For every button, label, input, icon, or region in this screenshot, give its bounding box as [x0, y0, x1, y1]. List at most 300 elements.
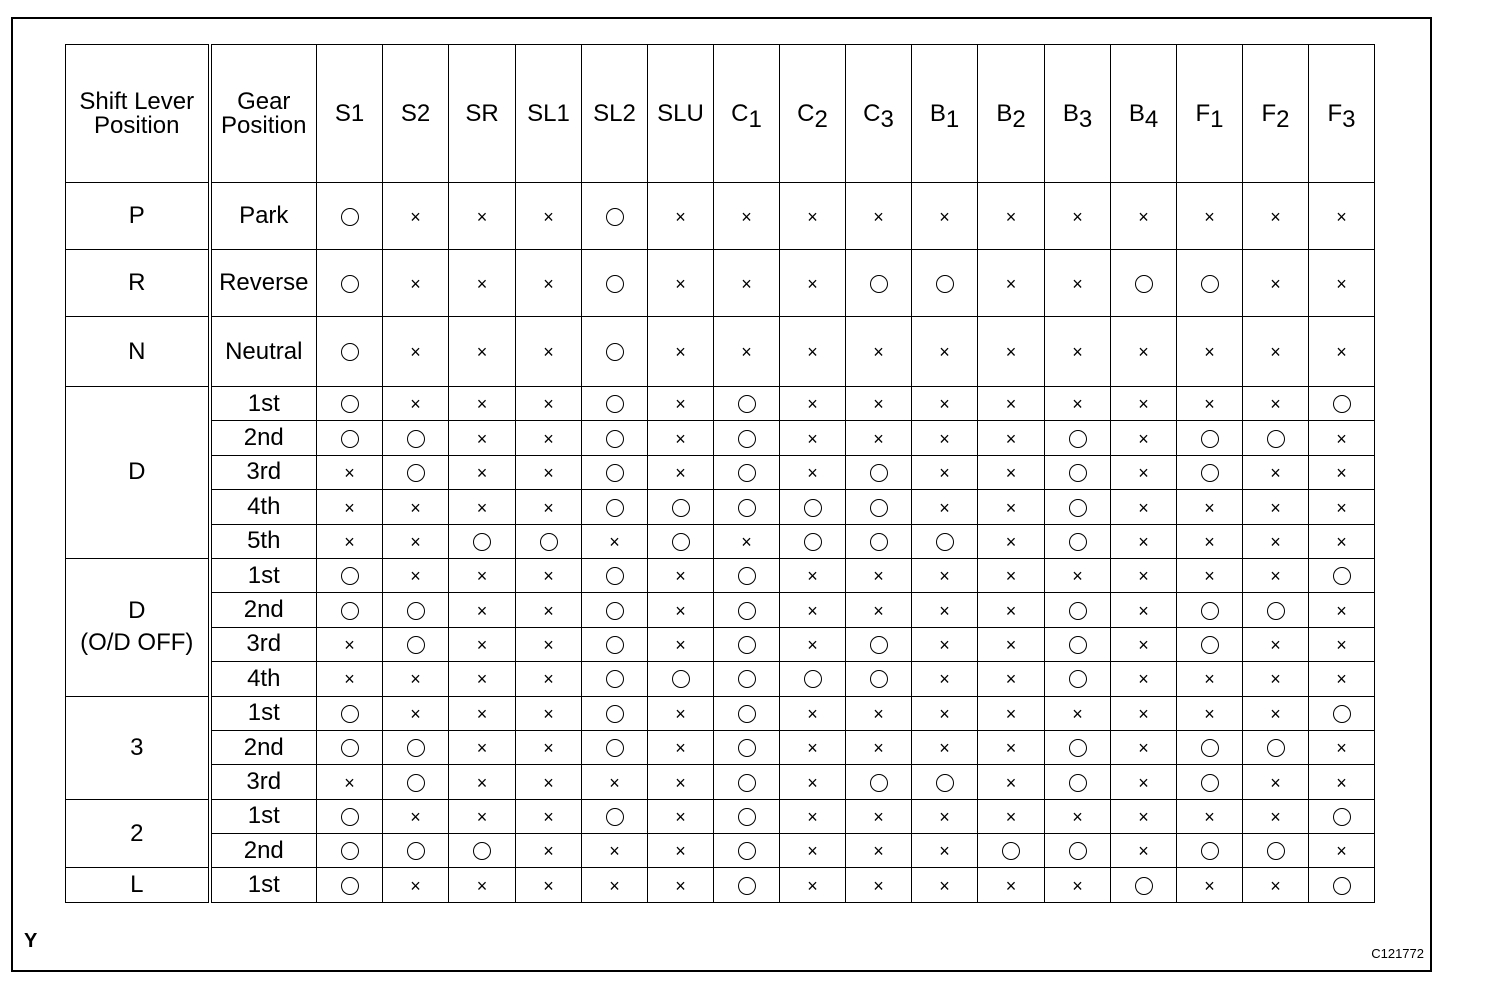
gear-position-cell	[210, 765, 317, 799]
column-header-subscript: 1	[748, 105, 762, 133]
operation-cell	[383, 799, 449, 833]
operation-cell	[1045, 868, 1111, 902]
circle-mark-icon	[738, 705, 756, 723]
circle-mark-icon	[341, 842, 359, 860]
circle-mark-icon	[738, 739, 756, 757]
column-header-base: SLU	[657, 99, 704, 127]
operation-cell	[449, 421, 516, 455]
circle-mark-icon	[1069, 739, 1087, 757]
operation-cell	[449, 250, 516, 317]
cross-mark-icon: ×	[1005, 531, 1017, 552]
circle-mark-icon	[1267, 842, 1285, 860]
column-header-subscript: 4	[1144, 105, 1159, 133]
operation-cell	[648, 730, 714, 764]
operation-cell	[582, 317, 648, 387]
operation-cell	[1243, 421, 1309, 455]
operation-cell	[846, 421, 912, 455]
operation-cell	[516, 490, 582, 524]
cross-mark-icon: ×	[873, 738, 884, 759]
cross-mark-icon: ×	[609, 841, 620, 862]
cross-mark-icon: ×	[543, 807, 554, 828]
column-header-base: S1	[334, 99, 365, 127]
column-header	[1243, 45, 1309, 183]
circle-mark-icon	[341, 877, 359, 895]
circle-mark-icon	[341, 705, 359, 723]
cross-mark-icon: ×	[1138, 807, 1149, 828]
cross-mark-icon: ×	[543, 635, 554, 656]
cross-mark-icon: ×	[543, 875, 554, 896]
operation-cell	[780, 455, 846, 489]
corner-label: Y	[24, 930, 38, 952]
operation-cell	[780, 730, 846, 764]
operation-cell	[449, 593, 516, 627]
cross-mark-icon: ×	[1072, 703, 1083, 724]
column-header	[1045, 45, 1111, 183]
cross-mark-icon: ×	[1005, 273, 1017, 294]
cross-mark-icon: ×	[344, 497, 355, 518]
column-header-base: F	[1327, 99, 1343, 127]
operation-cell	[582, 696, 648, 730]
cross-mark-icon: ×	[807, 600, 818, 621]
cross-mark-icon: ×	[609, 531, 620, 552]
cross-mark-icon: ×	[939, 342, 950, 363]
operation-cell	[1045, 490, 1111, 524]
operation-cell	[1045, 799, 1111, 833]
operation-cell	[714, 250, 780, 317]
table-row	[66, 387, 1375, 421]
operation-cell	[648, 421, 714, 455]
circle-mark-icon	[341, 430, 359, 448]
gear-position-value: 1st	[247, 699, 280, 727]
cross-mark-icon: ×	[1138, 738, 1149, 759]
operation-cell	[846, 799, 912, 833]
operation-cell	[1309, 558, 1375, 592]
operation-cell	[582, 387, 648, 421]
circle-mark-icon	[870, 464, 888, 482]
circle-mark-icon	[870, 670, 888, 688]
column-header	[1309, 45, 1375, 183]
cross-mark-icon: ×	[543, 428, 554, 449]
operation-cell	[714, 524, 780, 558]
cross-mark-icon: ×	[1138, 669, 1149, 690]
operation-cell	[1111, 834, 1177, 868]
cross-mark-icon: ×	[675, 738, 686, 759]
cross-mark-icon: ×	[344, 463, 355, 484]
operation-cell	[912, 799, 978, 833]
shift-lever-cell	[66, 183, 210, 250]
cross-mark-icon: ×	[1138, 772, 1149, 793]
cross-mark-icon: ×	[1005, 206, 1017, 227]
operation-cell	[383, 627, 449, 661]
operation-cell	[912, 834, 978, 868]
operation-cell	[1045, 593, 1111, 627]
operation-cell	[1309, 834, 1375, 868]
gear-position-cell	[210, 627, 317, 661]
cross-mark-icon: ×	[939, 394, 950, 415]
cross-mark-icon: ×	[1270, 342, 1281, 363]
cross-mark-icon: ×	[675, 807, 686, 828]
shift-lever-cell	[66, 799, 210, 868]
column-header	[714, 45, 780, 183]
operation-cell	[714, 696, 780, 730]
circle-mark-icon	[606, 275, 624, 293]
cross-mark-icon: ×	[939, 635, 950, 656]
shift-lever-value: 3	[130, 733, 144, 761]
cross-mark-icon: ×	[1270, 531, 1281, 552]
operation-cell	[1177, 799, 1243, 833]
operation-cell	[1111, 524, 1177, 558]
circle-mark-icon	[1069, 636, 1087, 654]
column-header	[516, 45, 582, 183]
operation-cell	[1243, 834, 1309, 868]
operation-cell	[582, 799, 648, 833]
column-header	[383, 45, 449, 183]
circle-mark-icon	[606, 670, 624, 688]
gear-position-value: 1st	[247, 561, 280, 589]
cross-mark-icon: ×	[543, 463, 554, 484]
circle-mark-icon	[870, 275, 888, 293]
operation-cell	[912, 421, 978, 455]
operation-cell	[714, 183, 780, 250]
circle-mark-icon	[1201, 430, 1219, 448]
circle-mark-icon	[738, 395, 756, 413]
operation-cell	[912, 317, 978, 387]
operation-cell	[449, 317, 516, 387]
column-header-subscript: 2	[1276, 105, 1290, 133]
gear-position-header	[210, 45, 317, 183]
cross-mark-icon: ×	[1005, 463, 1017, 484]
operation-cell	[1111, 627, 1177, 661]
cross-mark-icon: ×	[1270, 273, 1281, 294]
gear-position-header-line: Position	[221, 111, 307, 139]
operation-cell	[780, 834, 846, 868]
operation-cell	[383, 593, 449, 627]
cross-mark-icon: ×	[807, 635, 818, 656]
circle-mark-icon	[1135, 275, 1153, 293]
operation-cell	[846, 662, 912, 696]
cross-mark-icon: ×	[609, 772, 620, 793]
operation-cell	[1045, 387, 1111, 421]
cross-mark-icon: ×	[1005, 566, 1017, 587]
cross-mark-icon: ×	[1005, 342, 1017, 363]
operation-cell	[1045, 627, 1111, 661]
circle-mark-icon	[804, 499, 822, 517]
operation-cell	[383, 558, 449, 592]
circle-mark-icon	[672, 670, 690, 688]
gear-position-value: Reverse	[219, 269, 309, 296]
circle-mark-icon	[738, 636, 756, 654]
operation-cell	[648, 387, 714, 421]
operation-cell	[978, 662, 1045, 696]
cross-mark-icon: ×	[939, 738, 950, 759]
circle-mark-icon	[1069, 842, 1087, 860]
operation-cell	[449, 730, 516, 764]
cross-mark-icon: ×	[1336, 342, 1347, 363]
cross-mark-icon: ×	[939, 669, 950, 690]
cross-mark-icon: ×	[543, 772, 554, 793]
operation-cell	[1045, 455, 1111, 489]
cross-mark-icon: ×	[1072, 807, 1083, 828]
cross-mark-icon: ×	[1336, 600, 1347, 621]
cross-mark-icon: ×	[807, 273, 818, 294]
operation-cell	[648, 799, 714, 833]
circle-mark-icon	[1201, 602, 1219, 620]
circle-mark-icon	[341, 567, 359, 585]
cross-mark-icon: ×	[543, 669, 554, 690]
operation-cell	[912, 490, 978, 524]
table-row	[66, 834, 1375, 868]
cross-mark-icon: ×	[1204, 206, 1215, 227]
gear-position-cell	[210, 250, 317, 317]
cross-mark-icon: ×	[1072, 342, 1083, 363]
operation-cell	[449, 183, 516, 250]
cross-mark-icon: ×	[1072, 394, 1083, 415]
operation-cell	[449, 799, 516, 833]
operation-cell	[648, 558, 714, 592]
cross-mark-icon: ×	[1204, 807, 1215, 828]
shift-lever-value: 2	[130, 819, 144, 847]
cross-mark-icon: ×	[1270, 703, 1281, 724]
operation-cell	[978, 183, 1045, 250]
cross-mark-icon: ×	[543, 206, 554, 227]
cross-mark-icon: ×	[1138, 531, 1149, 552]
cross-mark-icon: ×	[675, 206, 686, 227]
operation-cell	[1177, 662, 1243, 696]
operation-cell	[1111, 558, 1177, 592]
table-row	[66, 765, 1375, 799]
table-row	[66, 730, 1375, 764]
column-header	[1111, 45, 1177, 183]
operation-cell	[648, 183, 714, 250]
operation-cell	[383, 317, 449, 387]
operation-cell	[780, 662, 846, 696]
circle-mark-icon	[341, 739, 359, 757]
operation-cell	[846, 696, 912, 730]
cross-mark-icon: ×	[1336, 273, 1347, 294]
cross-mark-icon: ×	[1138, 703, 1149, 724]
cross-mark-icon: ×	[675, 566, 686, 587]
cross-mark-icon: ×	[1270, 463, 1281, 484]
cross-mark-icon: ×	[675, 772, 686, 793]
column-header-subscript: 2	[814, 105, 828, 133]
cross-mark-icon: ×	[1336, 497, 1347, 518]
cross-mark-icon: ×	[873, 428, 884, 449]
column-header-subscript: 1	[945, 105, 960, 133]
operation-cell	[1243, 524, 1309, 558]
operation-cell	[1111, 490, 1177, 524]
circle-mark-icon	[1333, 877, 1351, 895]
operation-cell	[317, 317, 383, 387]
circle-mark-icon	[1069, 533, 1087, 551]
cross-mark-icon: ×	[1138, 566, 1149, 587]
operation-cell	[1243, 490, 1309, 524]
column-header-base: SR	[465, 99, 499, 127]
operation-cell	[1045, 662, 1111, 696]
operation-cell	[1111, 799, 1177, 833]
table-row	[66, 868, 1375, 902]
table-row	[66, 250, 1375, 317]
operation-cell	[1309, 490, 1375, 524]
operation-cell	[1111, 593, 1177, 627]
cross-mark-icon: ×	[939, 463, 950, 484]
cross-mark-icon: ×	[1204, 669, 1215, 690]
operation-cell	[582, 250, 648, 317]
circle-mark-icon	[341, 208, 359, 226]
operation-cell	[1111, 868, 1177, 902]
circle-mark-icon	[1201, 842, 1219, 860]
operation-cell	[1177, 558, 1243, 592]
circle-mark-icon	[540, 533, 558, 551]
circle-mark-icon	[1201, 739, 1219, 757]
operation-cell	[317, 765, 383, 799]
cross-mark-icon: ×	[1005, 600, 1017, 621]
operation-cell	[1309, 250, 1375, 317]
gear-position-value: 4th	[247, 664, 281, 692]
cross-mark-icon: ×	[476, 600, 488, 621]
cross-mark-icon: ×	[344, 531, 355, 552]
operation-cell	[1309, 183, 1375, 250]
shift-lever-value: N	[128, 337, 146, 365]
operation-cell	[648, 868, 714, 902]
operation-cell	[449, 868, 516, 902]
cross-mark-icon: ×	[1270, 875, 1281, 896]
operation-cell	[449, 662, 516, 696]
operation-cell	[846, 627, 912, 661]
operation-cell	[978, 421, 1045, 455]
cross-mark-icon: ×	[939, 566, 950, 587]
operation-cell	[582, 183, 648, 250]
circle-mark-icon	[738, 567, 756, 585]
operation-cell	[780, 317, 846, 387]
circle-mark-icon	[341, 602, 359, 620]
operation-cell	[317, 558, 383, 592]
operation-cell	[846, 765, 912, 799]
operation-cell	[648, 662, 714, 696]
shift-lever-cell	[66, 696, 210, 799]
operation-cell	[1177, 183, 1243, 250]
operation-cell	[383, 387, 449, 421]
cross-mark-icon: ×	[609, 875, 620, 896]
operation-cell	[317, 627, 383, 661]
cross-mark-icon: ×	[675, 428, 686, 449]
column-header	[449, 45, 516, 183]
operation-cell	[780, 627, 846, 661]
circle-mark-icon	[606, 430, 624, 448]
operation-cell	[780, 558, 846, 592]
operation-cell	[449, 524, 516, 558]
column-header-base: B	[996, 99, 1013, 127]
operation-cell	[648, 765, 714, 799]
operation-cell	[1309, 765, 1375, 799]
operation-cell	[1177, 490, 1243, 524]
cross-mark-icon: ×	[807, 206, 818, 227]
circle-mark-icon	[606, 705, 624, 723]
cross-mark-icon: ×	[873, 566, 884, 587]
operation-cell	[780, 696, 846, 730]
circle-mark-icon	[1069, 774, 1087, 792]
figure-code: C121772	[1371, 946, 1424, 961]
circle-mark-icon	[1002, 842, 1020, 860]
cross-mark-icon: ×	[1005, 703, 1017, 724]
column-header	[846, 45, 912, 183]
operation-cell	[648, 834, 714, 868]
gear-position-cell	[210, 662, 317, 696]
operation-cell	[516, 730, 582, 764]
operation-cell	[582, 868, 648, 902]
operation-cell	[516, 387, 582, 421]
cross-mark-icon: ×	[1270, 669, 1281, 690]
cross-mark-icon: ×	[807, 428, 818, 449]
cross-mark-icon: ×	[741, 273, 752, 294]
cross-mark-icon: ×	[807, 807, 818, 828]
operation-cell	[317, 696, 383, 730]
column-header-subscript: 3	[880, 105, 894, 133]
shift-lever-value: D	[128, 597, 146, 625]
shift-lever-header-line: Shift Lever	[79, 87, 195, 115]
cross-mark-icon: ×	[1336, 841, 1347, 862]
circle-mark-icon	[1201, 464, 1219, 482]
operation-cell	[714, 799, 780, 833]
header-row	[66, 45, 1375, 183]
cross-mark-icon: ×	[873, 394, 884, 415]
operation-cell	[846, 834, 912, 868]
operation-cell	[846, 317, 912, 387]
cross-mark-icon: ×	[1072, 206, 1083, 227]
operation-cell	[978, 765, 1045, 799]
cross-mark-icon: ×	[807, 342, 818, 363]
operation-cell	[912, 868, 978, 902]
cross-mark-icon: ×	[1336, 531, 1347, 552]
circle-mark-icon	[1267, 430, 1285, 448]
operation-cell	[383, 662, 449, 696]
gear-position-value: 3rd	[246, 630, 282, 658]
operation-cell	[1045, 317, 1111, 387]
table-row	[66, 455, 1375, 489]
cross-mark-icon: ×	[476, 342, 488, 363]
cross-mark-icon: ×	[476, 463, 488, 484]
gear-position-value: 1st	[247, 389, 280, 417]
operation-cell	[648, 317, 714, 387]
cross-mark-icon: ×	[939, 807, 950, 828]
circle-mark-icon	[738, 499, 756, 517]
cross-mark-icon: ×	[1005, 875, 1017, 896]
cross-mark-icon: ×	[1005, 394, 1017, 415]
circle-mark-icon	[341, 395, 359, 413]
cross-mark-icon: ×	[1138, 428, 1149, 449]
operation-cell	[582, 662, 648, 696]
operation-cell	[1177, 730, 1243, 764]
gear-position-value: Neutral	[225, 337, 303, 365]
operation-cell	[1111, 696, 1177, 730]
gear-position-cell	[210, 868, 317, 902]
operation-cell	[449, 490, 516, 524]
column-header	[780, 45, 846, 183]
operation-cell	[1309, 696, 1375, 730]
operation-cell	[780, 868, 846, 902]
column-header-base: C	[863, 99, 881, 127]
cross-mark-icon: ×	[873, 600, 884, 621]
operation-cell	[1177, 593, 1243, 627]
operation-cell	[846, 593, 912, 627]
operation-cell	[317, 799, 383, 833]
operation-cell	[648, 593, 714, 627]
operation-cell	[978, 455, 1045, 489]
circle-mark-icon	[606, 464, 624, 482]
operation-cell	[978, 317, 1045, 387]
cross-mark-icon: ×	[476, 703, 488, 724]
operation-cell	[714, 627, 780, 661]
cross-mark-icon: ×	[476, 807, 488, 828]
